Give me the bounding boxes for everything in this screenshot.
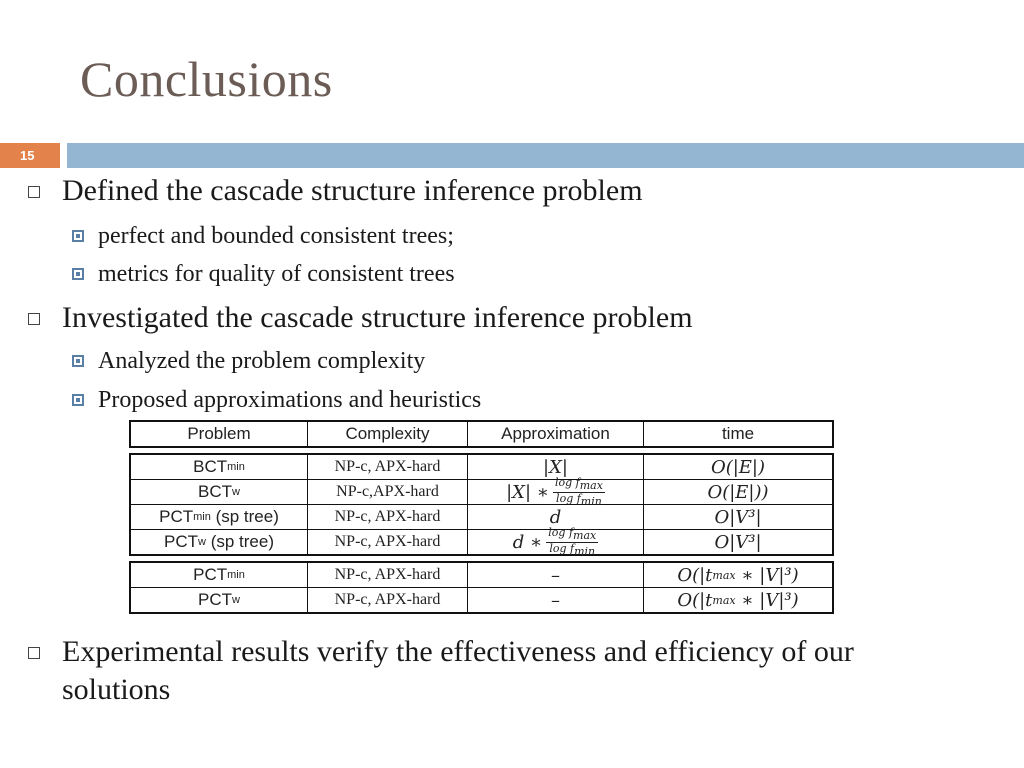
sub-bullet-text: Analyzed the problem complexity — [98, 348, 426, 374]
problem-cell: BCT min — [193, 457, 245, 476]
problem-cell: PCT w (sp tree) — [164, 532, 274, 551]
complexity-cell: NP-c, APX-hard — [307, 505, 467, 529]
square-sub-bullet-icon — [72, 268, 84, 280]
table-group-bct-pct-sp — [129, 453, 834, 556]
table-row — [131, 563, 832, 587]
sub-bullet-2-1 — [72, 346, 425, 376]
slide-title: Conclusions — [80, 51, 333, 107]
sub-bullet-text: Proposed approximations and heuristics — [98, 387, 482, 413]
square-sub-bullet-icon — [72, 355, 84, 367]
sub-bullet-1-2 — [72, 259, 455, 289]
table-header-group — [129, 420, 834, 448]
square-sub-bullet-icon — [72, 394, 84, 406]
time-cell: O|V³| — [643, 505, 832, 529]
table-row — [131, 504, 832, 529]
table-header-row — [131, 422, 832, 446]
sub-bullet-2-2 — [72, 385, 481, 415]
problem-cell: PCT min (sp tree) — [159, 507, 279, 526]
square-sub-bullet-icon — [72, 230, 84, 242]
complexity-cell: NP-c, APX-hard — [307, 455, 467, 479]
problem-cell: PCT w — [198, 590, 240, 609]
time-cell: O(|E|) — [643, 455, 832, 479]
complexity-cell: NP-c, APX-hard — [307, 563, 467, 587]
sub-bullet-text: perfect and bounded consistent trees; — [98, 223, 454, 249]
header-problem: Problem — [187, 424, 251, 443]
time-cell: O(|t max ∗ |V|³) — [643, 563, 832, 587]
approximation-cell: |X| ∗ $\frac{\log f_{max}}{\log f_{min}}$ — [467, 480, 643, 504]
time-cell: O|V³| — [643, 530, 832, 554]
square-bullet-icon — [28, 186, 40, 198]
bullet-3 — [28, 633, 962, 709]
time-cell: O(|E|)) — [643, 480, 832, 504]
bullet-2 — [28, 299, 962, 337]
slide-number: 15 — [0, 143, 60, 168]
problem-cell: BCT w — [198, 482, 240, 501]
header-complexity: Complexity — [307, 422, 467, 446]
complexity-cell: NP-c, APX-hard — [307, 588, 467, 612]
table-row — [131, 455, 832, 479]
complexity-table — [129, 420, 834, 619]
approximation-cell: d — [467, 505, 643, 529]
square-bullet-icon — [28, 647, 40, 659]
approximation-cell: d ∗ $\frac{\log f_{max}}{\log f_{min}}$ — [467, 530, 643, 554]
approximation-cell: |X| — [467, 455, 643, 479]
approximation-cell: – — [467, 563, 643, 587]
table-group-pct — [129, 561, 834, 614]
title-bar — [67, 143, 1024, 168]
header-time: time — [643, 422, 832, 446]
bullet-text: Investigated the cascade structure inference problem — [62, 301, 693, 334]
complexity-cell: NP-c, APX-hard — [307, 530, 467, 554]
problem-cell: PCT min — [193, 565, 245, 584]
bullet-1 — [28, 172, 962, 210]
sub-bullet-text: metrics for quality of consistent trees — [98, 261, 455, 287]
header-approximation: Approximation — [467, 422, 643, 446]
table-row — [131, 476, 832, 508]
bullet-text: Defined the cascade structure inference problem — [62, 174, 643, 207]
square-bullet-icon — [28, 313, 40, 325]
sub-bullet-1-1 — [72, 221, 454, 251]
approximation-cell: – — [467, 588, 643, 612]
complexity-cell: NP-c,APX-hard — [307, 480, 467, 504]
table-row — [131, 587, 832, 612]
bullet-text: Experimental results verify the effectiveness and efficiency of our solutions — [62, 635, 854, 706]
time-cell: O(|t max ∗ |V|³) — [643, 588, 832, 612]
table-row — [131, 526, 832, 558]
